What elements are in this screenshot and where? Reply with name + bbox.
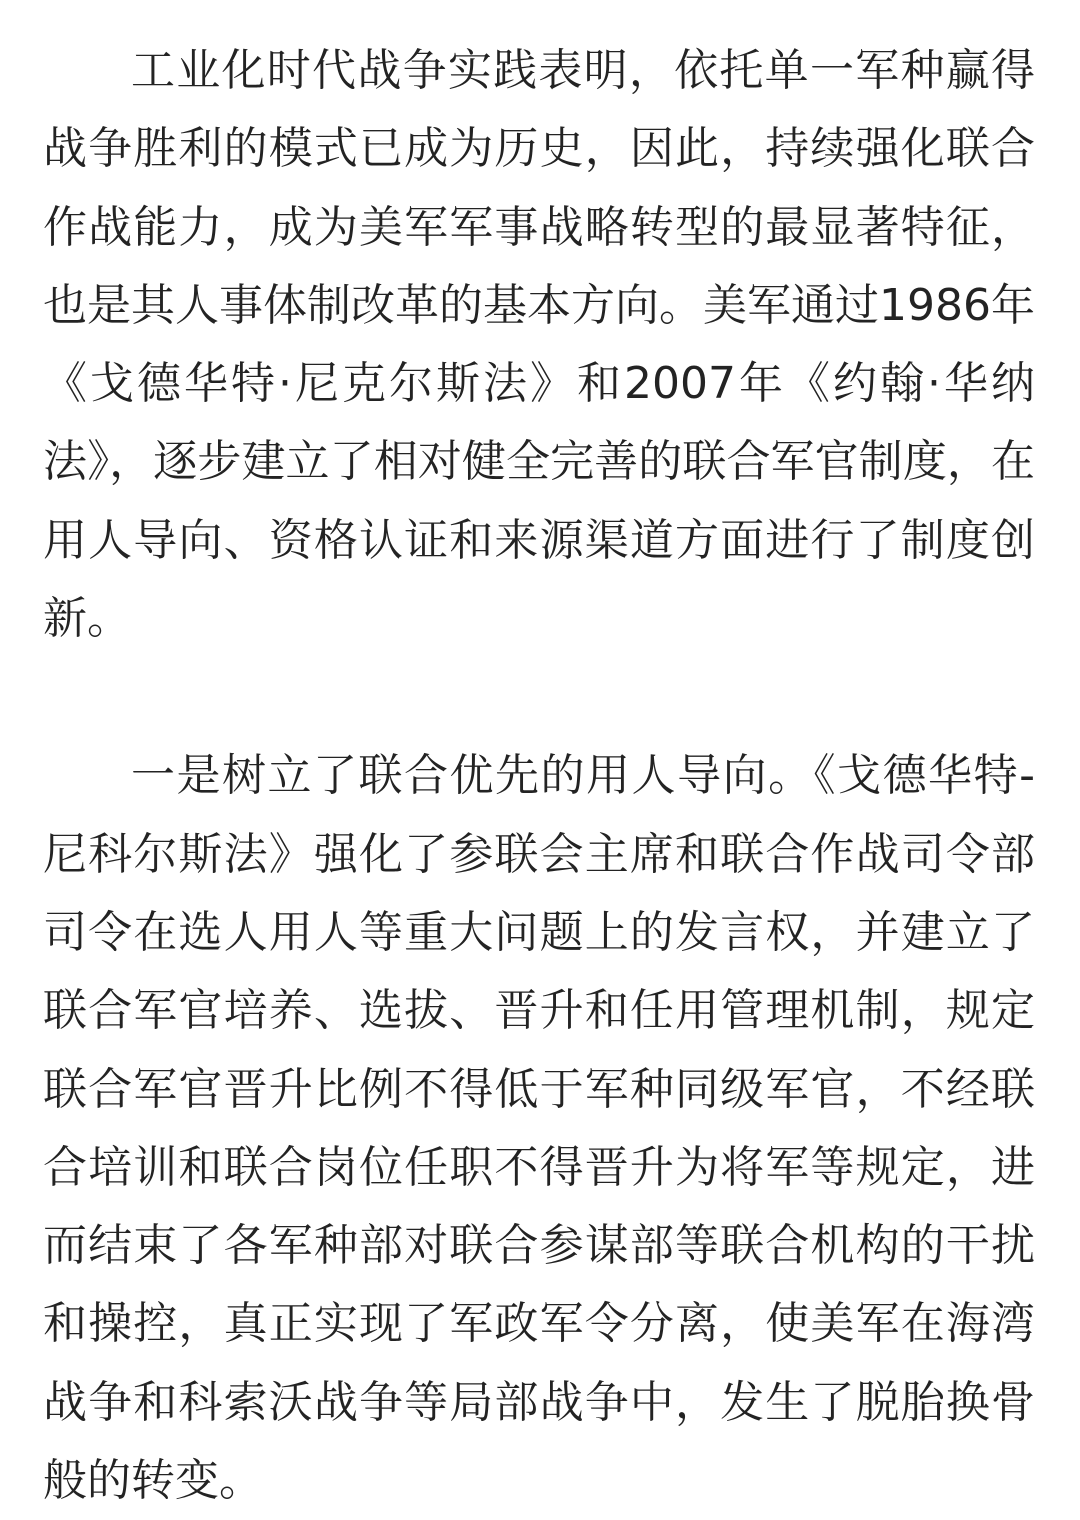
article-body xyxy=(43,32,1035,1520)
paragraph-joint-operations-intro: 工业化时代战争实践表明，依托单一军种赢得战争胜利的模式已成为历史，因此，持续强化联合作战能力，成为美军军事战略转型的最显著特征，也是其人事体制改革的基本方向。美军通过1986年《戈德华特·尼克尔斯法》和2007年《约翰·华纳法》，逐步建立了相对健全完善的联合军官制度，在用人导向、资格认证和来源渠道方面进行了制度创新。 xyxy=(43,45,1035,645)
paragraph-joint-priority-orientation: 一是树立了联合优先的用人导向。《戈德华特-尼科尔斯法》强化了参联会主席和联合作战司令部司令在选人用人等重大问题上的发言权，并建立了联合军官培养、选拔、晋升和任用管理机制，规定联合军官晋升比例不得低于军种同级军官，不经联合培训和联合岗位任职不得晋升为将军等规定，进而结束了各军种部对联合参谋部等联合机构的干扰和操控，真正实现了军政军令分离，使美军在海湾战争和科索沃战争等局部战争中，发生了脱胎换骨般的转变。 xyxy=(43,750,1035,1507)
